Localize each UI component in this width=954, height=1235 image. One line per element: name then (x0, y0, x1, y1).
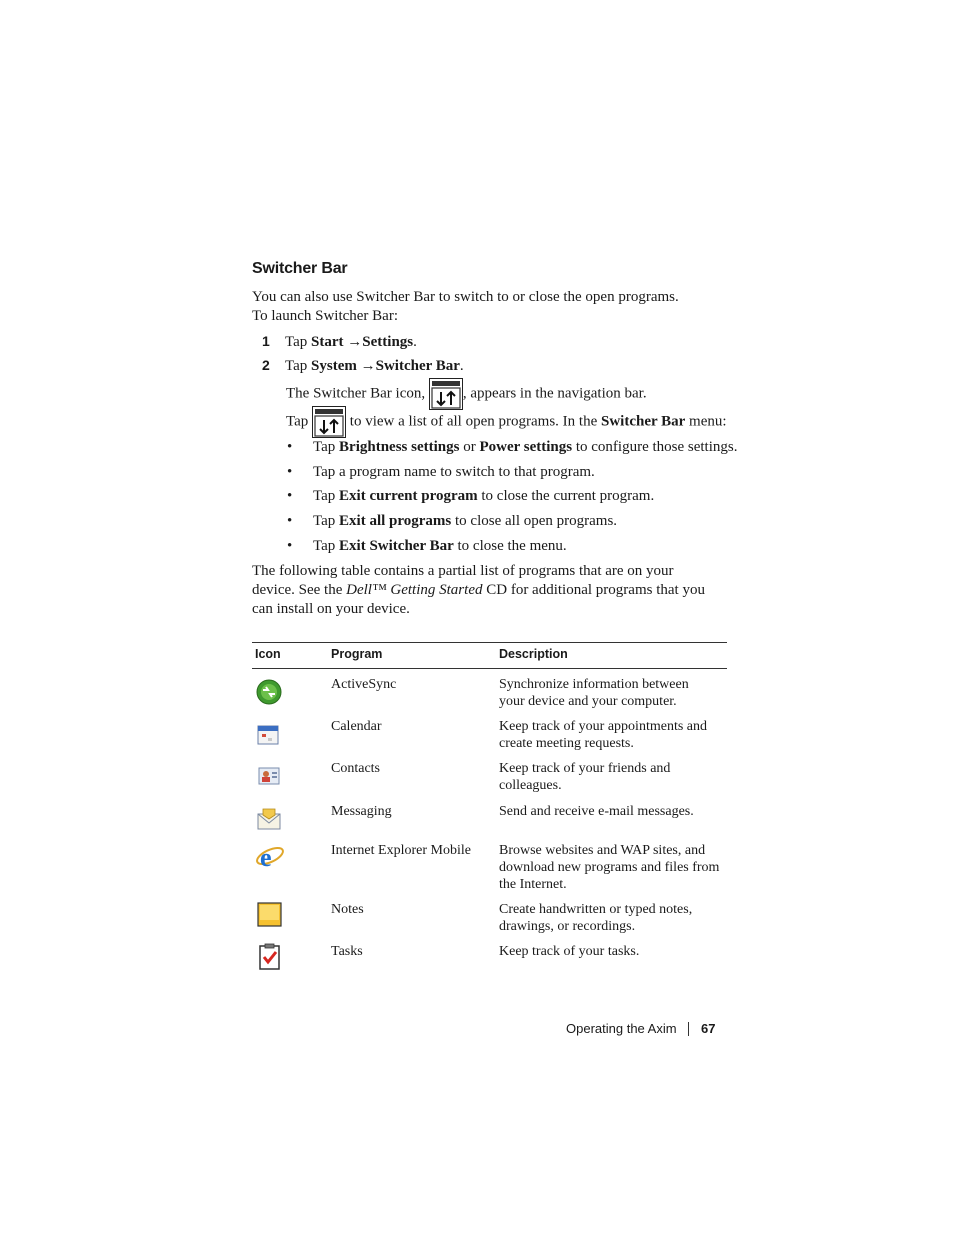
following-line-2: device. See the Dell™ Getting Started CD for additional programs that you (252, 582, 705, 598)
step-1: 1 Tap Start →Settings. (262, 333, 417, 350)
tap-switcher-line: Tap to view a list of all open programs. In the Switcher Bar menu: (286, 406, 727, 438)
program-name: Internet Explorer Mobile (331, 843, 471, 858)
messaging-icon (255, 805, 283, 833)
footer-chapter: Operating the Axim (566, 1021, 677, 1036)
internet-explorer-icon (255, 841, 283, 869)
bullet-dot: • (287, 488, 293, 504)
header-icon: Icon (255, 647, 281, 661)
intro-line-1: You can also use Switcher Bar to switch to or close the open programs. (252, 289, 679, 305)
bullet-item: • Tap Exit current program to close the current program. (287, 488, 655, 504)
bullet-item: • Tap Exit all programs to close all open programs. (287, 513, 618, 529)
program-description: Keep track of your friends and colleagues. (499, 761, 671, 793)
tasks-icon (255, 942, 283, 970)
program-description: Keep track of your tasks. (499, 944, 640, 959)
activesync-icon (255, 678, 283, 706)
bullet-dot: • (287, 439, 293, 455)
program-description: Keep track of your appointments and create meeting requests. (499, 719, 707, 751)
step-number: 1 (262, 333, 270, 349)
program-description: Synchronize information between your device and your computer. (499, 677, 689, 709)
bullet-item: • Tap Exit Switcher Bar to close the menu. (287, 538, 567, 554)
program-description: Browse websites and WAP sites, and download new programs and files from the Internet. (499, 843, 720, 892)
bullet-dot: • (287, 513, 293, 529)
following-line-1: The following table contains a partial list of programs that are on your (252, 563, 674, 579)
following-line-3: can install on your device. (252, 601, 410, 617)
bullet-dot: • (287, 464, 293, 480)
programs-table (252, 642, 727, 959)
program-name: Tasks (331, 944, 363, 959)
step-2: 2 Tap System →Switcher Bar. (262, 357, 464, 374)
page-number: 67 (701, 1021, 716, 1036)
table-header (252, 642, 727, 669)
program-name: Notes (331, 902, 364, 917)
bullet-dot: • (287, 538, 293, 554)
header-program: Program (331, 647, 383, 661)
program-description: Send and receive e-mail messages. (499, 804, 694, 819)
program-name: Calendar (331, 719, 382, 734)
program-name: Messaging (331, 804, 392, 819)
switcher-bar-icon (312, 406, 346, 438)
contacts-icon (255, 762, 283, 790)
calendar-icon (255, 720, 283, 748)
switcher-icon-line: The Switcher Bar icon, , appears in the navigation bar. (286, 378, 647, 410)
program-description: Create handwritten or typed notes, drawings, or recordings. (499, 902, 693, 934)
header-description: Description (499, 647, 568, 661)
step-number: 2 (262, 357, 270, 373)
section-title: Switcher Bar (252, 260, 348, 277)
bullet-item: • Tap Brightness settings or Power settings to configure those settings. (287, 439, 738, 455)
svg-text:e: e (260, 843, 272, 871)
footer-separator (688, 1022, 689, 1036)
program-name: Contacts (331, 761, 380, 776)
notes-icon (255, 900, 283, 928)
intro-line-2: To launch Switcher Bar: (252, 308, 398, 324)
bullet-item: • Tap a program name to switch to that program. (287, 464, 595, 480)
program-name: ActiveSync (331, 677, 397, 692)
